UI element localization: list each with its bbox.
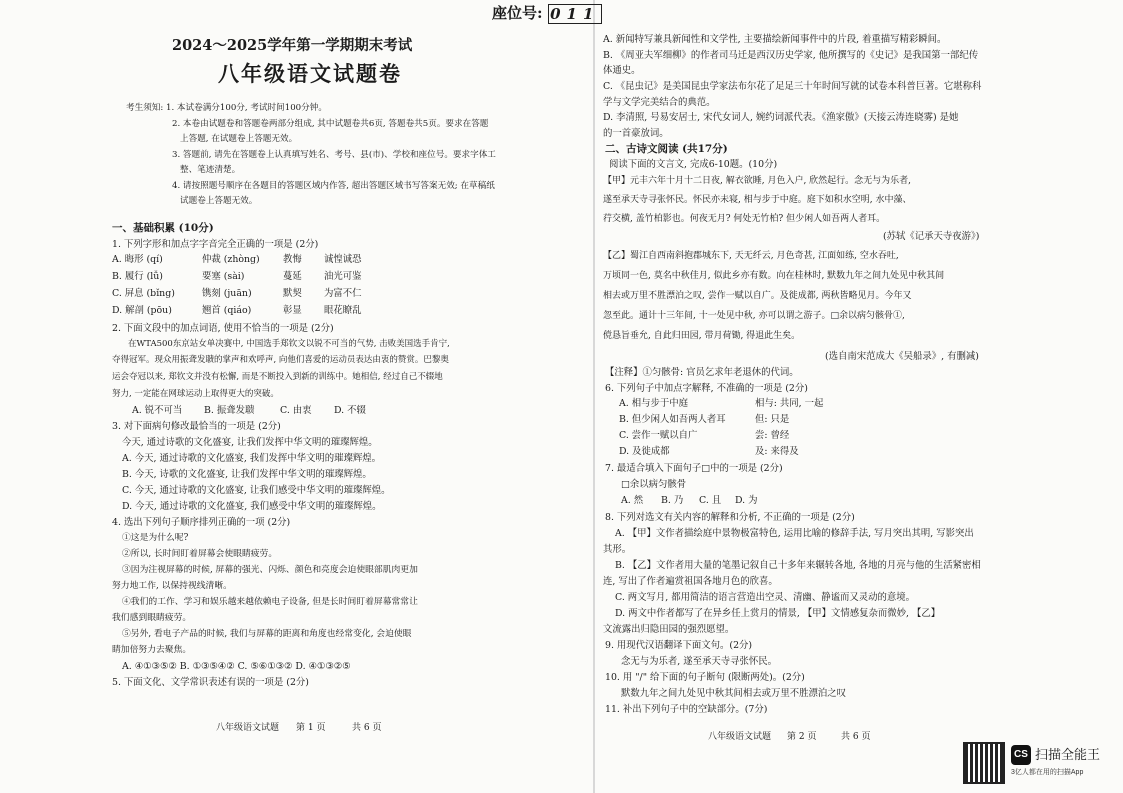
q2-option: C. 由衷 (280, 405, 312, 416)
q5-option: C. 《昆虫记》是美国昆虫学家法布尔花了足足三十年时间写就的试卷本科普巨著。它堪称科 (603, 81, 982, 92)
q8-option: 其形。 (603, 544, 632, 555)
question-stem: 9. 用现代汉语翻译下面文句。(2分) (605, 640, 753, 651)
scanner-brand: 扫描全能王 (1035, 747, 1101, 762)
q3-option: C. 今天, 通过诗歌的文化盛宴, 让我们感受中华文明的璀璨辉煌。 (122, 485, 391, 496)
q4-sentence: ①这是为什么呢? (122, 533, 189, 543)
q8-option: A. 【甲】文作者描绘庭中景物极富特色, 运用比喻的修辞手法, 写月突出其明, 写影突出 (615, 528, 974, 539)
notice-line: 3. 答题前, 请先在答题卷上认真填写姓名、考号、县(市)、学校和座位号。要求字体工 (172, 150, 496, 160)
q5-option: 的一首豪放词。 (603, 128, 669, 139)
q1-option: B. 履行 (lǚ) (112, 271, 163, 282)
footer-total: 共 6 页 (352, 723, 382, 733)
scanner-tagline: 3亿人都在用的扫描App (1011, 769, 1084, 776)
q7-option: A. 然 (621, 495, 644, 506)
q6-gloss: 及: 来得及 (755, 446, 799, 457)
q7-sentence: □余以病匀骸骨 (621, 479, 687, 490)
q7-option: B. 乃 (661, 495, 684, 506)
q6-option: A. 相与步于中庭 (619, 398, 688, 409)
q5-option: 学与文学完美结合的典范。 (603, 97, 716, 108)
q2-option: D. 不辍 (334, 405, 366, 416)
q6-gloss: 相与: 共同, 一起 (755, 398, 824, 409)
notice-line: 考生须知: 1. 本试卷满分100分, 考试时间100分钟。 (126, 103, 327, 113)
q1-option: 教悔 (283, 254, 302, 265)
q3-line: 今天, 通过诗歌的文化盛宴, 让我们发挥中华文明的璀璨辉煌。 (122, 437, 378, 448)
q1-option: 油光可鉴 (324, 271, 362, 282)
footer-subject: 八年级语文试题 (708, 732, 772, 742)
passage-line: 在WTA500东京站女单决赛中, 中国选手郑钦文以锐不可当的气势, 击败美国选手肯宁, (128, 339, 450, 349)
q1-option: D. 解剖 (pōu) (112, 305, 172, 316)
footnote: 【注释】①匀骸骨: 官员乞求年老退休的代词。 (605, 367, 799, 378)
seat-value: 011 (548, 4, 602, 24)
q5-option: 体通史。 (603, 65, 641, 76)
section-heading: 二、古诗文阅读 (共17分) (605, 143, 728, 155)
q1-option: 眼花瞭乱 (324, 305, 362, 316)
q7-option: C. 且 (699, 495, 722, 506)
passage-jia-line: 荇交横, 盖竹柏影也。何夜无月? 何处无竹柏? 但少闲人如吾两人者耳。 (603, 214, 886, 224)
q8-option: 文流露出归隐田园的强烈愿望。 (603, 624, 735, 635)
exam-title: 2024～2025学年第一学期期末考试 (172, 37, 413, 54)
q1-option: 为富不仁 (324, 288, 362, 299)
q4-sentence: 努力地工作, 以保持视线清晰。 (112, 581, 232, 591)
question-stem: 2. 下面文段中的加点词语, 使用不恰当的一项是 (2分) (112, 323, 334, 334)
q5-option: D. 李清照, 号易安居士, 宋代女词人, 婉约词派代表。《渔家傲》(天接云涛连晓雾) 是她 (603, 112, 959, 123)
q4-options: A. ④①③⑤② B. ①③⑤④② C. ⑤⑥①③② D. ④①③②⑤ (122, 661, 351, 672)
question-stem: 4. 选出下列句子顺序排列正确的一项 (2分) (112, 517, 291, 528)
question-stem: 8. 下列对选文有关内容的解释和分析, 不正确的一项是 (2分) (605, 512, 855, 523)
question-stem: 5. 下面文化、文学常识表述有误的一项是 (2分) (112, 677, 309, 688)
passage-line: 努力, 一定能在网球运动上取得更大的突破。 (112, 389, 279, 399)
q2-option: A. 锐不可当 (132, 405, 183, 416)
q10-sentence: 默数九年之间九处见中秋其间相去或万里不胜漂泊之叹 (621, 688, 847, 699)
q3-option: D. 今天, 通过诗歌的文化盛宴, 我们感受中华文明的璀璨辉煌。 (122, 501, 382, 512)
q4-sentence: ④我们的工作、学习和娱乐越来越依赖电子设备, 但是长时间盯着屏幕常常让 (122, 597, 418, 607)
qr-code-icon (963, 742, 1005, 784)
passage-yi-line: 万顷同一色, 莫名中秋佳月, 似此乡亦有数。向在桂林时, 默数九年之间九处见中秋其间 (603, 271, 945, 281)
passage-yi-line: 忽至此。通计十三年间, 十一处见中秋, 亦可以谓之游子。□余以病匀骸骨①, (603, 311, 905, 321)
notice-line: 上答题, 在试题卷上答题无效。 (180, 134, 298, 144)
q6-option: B. 但少闲人如吾两人者耳 (619, 414, 726, 425)
q6-option: D. 及徙成都 (619, 446, 670, 457)
passage-yi-line: 相去或万里不胜漂泊之叹, 尝作一赋以自广。及徙成都, 两秋皆略见月。今年又 (603, 291, 912, 301)
q3-option: B. 今天, 诗歌的文化盛宴, 让我们发挥中华文明的璀璨辉煌。 (122, 469, 372, 480)
q4-sentence: ②所以, 长时间盯着屏幕会使眼睛疲劳。 (122, 549, 278, 559)
q9-sentence: 念无与为乐者, 遂至承天寺寻张怀民。 (621, 656, 777, 667)
q4-sentence: 我们感到眼睛疲劳。 (112, 613, 192, 623)
notice-line: 2. 本卷由试题卷和答题卷两部分组成, 其中试题卷共6页, 答题卷共5页。要求在答题 (172, 119, 489, 129)
question-stem: 3. 对下面病句修改最恰当的一项是 (2分) (112, 421, 281, 432)
notice-line: 试题卷上答题无效。 (180, 196, 258, 206)
question-stem: 6. 下列句子中加点字解释, 不准确的一项是 (2分) (605, 383, 808, 394)
q1-option: 要塞 (sài) (202, 271, 245, 282)
passage-line: 夺得冠军。现众用振聋发聩的掌声和欢呼声, 向他们喜爱的运动员表达由衷的赞赏。巴黎奥 (112, 355, 449, 365)
q2-option: B. 振聋发聩 (204, 405, 255, 416)
question-stem: 7. 最适合填入下面句子□中的一项是 (2分) (605, 463, 783, 474)
q8-option: 连, 写出了作者遍赏祖国各地月色的欣喜。 (603, 576, 778, 587)
q1-option: C. 屏息 (bǐng) (112, 288, 175, 299)
question-stem: 11. 补出下列句子中的空缺部分。(7分) (605, 704, 768, 715)
q8-option: B. 【乙】文作者用大量的笔墨记叙自己十多年来辗转各地, 各地的月亮与他的生活紧密相 (615, 560, 981, 571)
q6-gloss: 但: 只是 (755, 414, 790, 425)
section-heading: 一、基础积累 (10分) (112, 222, 214, 234)
seat-label: 座位号: (492, 4, 543, 22)
footer-page: 第 1 页 (296, 723, 326, 733)
q1-option: A. 晦形 (qí) (112, 254, 163, 265)
q1-option: 默契 (283, 288, 302, 299)
notice-line: 整、笔迹清楚。 (180, 165, 241, 175)
q1-option: 仲裁 (zhòng) (202, 254, 260, 265)
passage-yi-line: 傥恳旨垂允, 自此归田园, 带月荷锄, 得退此生矣。 (603, 331, 801, 341)
passage-jia-line: 遂至承天寺寻张怀民。怀民亦未寝, 相与步于中庭。庭下如积水空明, 水中藻、 (603, 195, 912, 205)
q1-option: 蔓延 (283, 271, 302, 282)
passage-yi-source: (选自南宋范成大《吴船录》, 有删减) (825, 351, 979, 362)
question-stem: 1. 下列字形和加点字字音完全正确的一项是 (2分) (112, 239, 319, 250)
q3-option: A. 今天, 通过诗歌的文化盛宴, 我们发挥中华文明的璀璨辉煌。 (122, 453, 382, 464)
paper-title: 八年级语文试题卷 (218, 61, 402, 86)
q4-sentence: ③因为注视屏幕的时候, 屏幕的强光、闪烁、颜色和亮度会迫使眼部肌肉更加 (122, 565, 418, 575)
passage-jia-source: (苏轼《记承天寺夜游》) (883, 231, 980, 242)
question-stem: 10. 用 "/" 给下面的句子断句 (限断两处)。(2分) (605, 672, 805, 683)
seat-number (492, 2, 602, 26)
q5-option: A. 新闻特写兼具新闻性和文学性, 主要描绘新闻事件中的片段, 着重描写精彩瞬间。 (603, 34, 947, 45)
notice-line: 4. 请按照题号顺序在各题目的答题区域内作答, 超出答题区域书写答案无效; 在草稿纸 (172, 181, 495, 191)
q4-sentence: 睛加倍努力去聚焦。 (112, 645, 192, 655)
q1-option: 彰显 (283, 305, 302, 316)
footer-page: 第 2 页 (787, 732, 817, 742)
footer-subject: 八年级语文试题 (216, 723, 280, 733)
passage-yi-line: 【乙】蜀江自西南斜抱郡城东下, 天无纤云, 月色奇甚, 江面如练, 空水吞吐, (603, 251, 899, 261)
passage-line: 运会夺冠以来, 郑钦文并没有松懈, 而是不断投入到新的训练中。她相信, 经过自己不辍地 (112, 372, 443, 382)
q5-option: B. 《周亚夫军细柳》的作者司马迁是西汉历史学家, 他所撰写的《史记》是我国第一部纪传 (603, 50, 979, 61)
q1-option: 诚惶诚恐 (324, 254, 362, 265)
page-fold-divider (593, 0, 595, 793)
reading-intro: 阅读下面的文言文, 完成6-10题。(10分) (609, 159, 778, 170)
q8-option: C. 两文写月, 都用简洁的语言营造出空灵、清幽、静谧而又灵动的意境。 (615, 592, 916, 603)
q7-option: D. 为 (735, 495, 758, 506)
q8-option: D. 两文中作者都写了在异乡任上赏月的情景, 【甲】文情感复杂而微妙, 【乙】 (615, 608, 941, 619)
q4-sentence: ⑤另外, 看电子产品的时候, 我们与屏幕的距离和角度也经常变化, 会迫使眼 (122, 629, 412, 639)
q6-option: C. 尝作一赋以自广 (619, 430, 698, 441)
q6-gloss: 尝: 曾经 (755, 430, 790, 441)
cs-logo-icon: CS (1011, 745, 1031, 765)
q1-option: 镌刻 (juān) (202, 288, 252, 299)
footer-total: 共 6 页 (841, 732, 871, 742)
passage-jia-line: 【甲】元丰六年十月十二日夜, 解衣欲睡, 月色入户, 欣然起行。念无与为乐者, (603, 176, 912, 186)
q1-option: 翘首 (qiáo) (202, 305, 252, 316)
